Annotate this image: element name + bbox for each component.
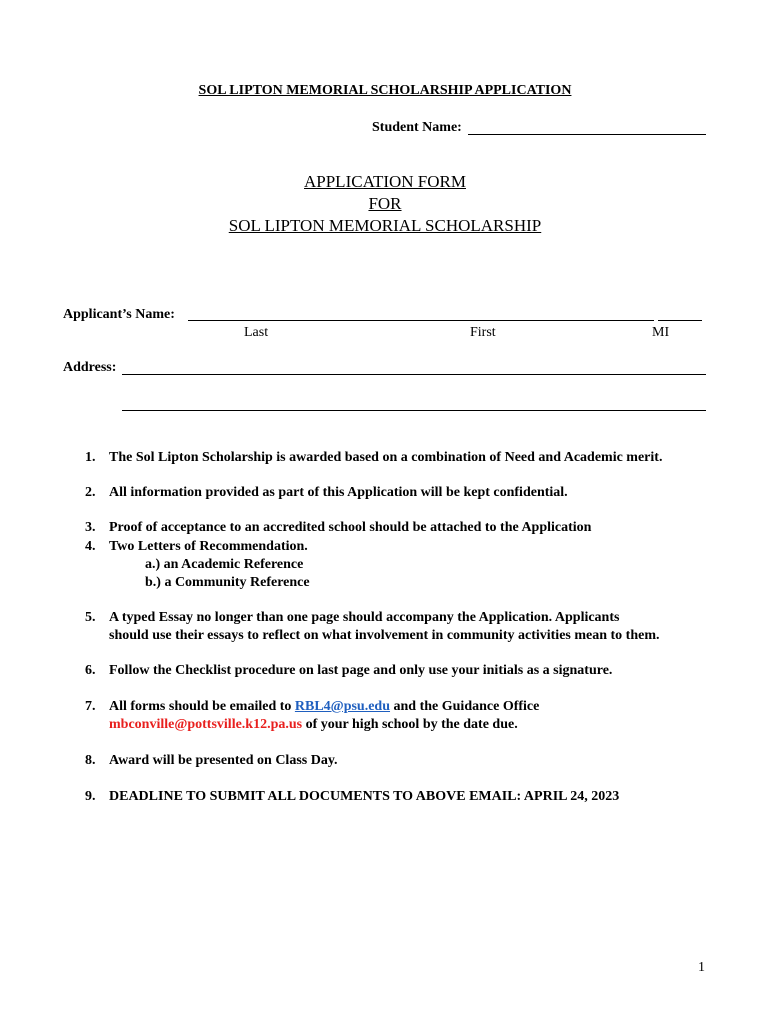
email-link-rbl4[interactable]: RBL4@psu.edu bbox=[294, 699, 391, 714]
item-number: 9. bbox=[85, 789, 96, 804]
list-item bbox=[85, 450, 662, 466]
item-text: Award will be presented on Class Day. bbox=[109, 753, 338, 768]
item-number: 1. bbox=[85, 450, 96, 465]
subitem-academic-reference: a.) an Academic Reference bbox=[145, 557, 304, 572]
item-number: 6. bbox=[85, 663, 96, 678]
applicant-name-field[interactable] bbox=[188, 320, 654, 321]
address-label: Address: bbox=[63, 360, 117, 375]
last-name-caption: Last bbox=[244, 325, 269, 340]
item-text: Proof of acceptance to an accredited school should be attached to the Application bbox=[109, 520, 592, 535]
item-text: and the Guidance Office bbox=[390, 699, 540, 714]
item-number: 2. bbox=[85, 485, 96, 500]
form-title-line3: SOL LIPTON MEMORIAL SCHOLARSHIP bbox=[228, 216, 542, 235]
list-item bbox=[85, 485, 568, 501]
middle-initial-caption: MI bbox=[652, 325, 670, 340]
item-text: All information provided as part of this Application will be kept confidential. bbox=[109, 485, 568, 500]
item-number: 4. bbox=[85, 539, 96, 554]
item-text: The Sol Lipton Scholarship is awarded based on a combination of Need and Academic merit. bbox=[109, 450, 663, 465]
address-field-line1[interactable] bbox=[122, 374, 706, 375]
list-item bbox=[85, 789, 619, 805]
item-text-continued bbox=[109, 717, 518, 733]
list-item bbox=[85, 520, 591, 536]
list-item bbox=[85, 753, 338, 769]
item-number: 8. bbox=[85, 753, 96, 768]
address-field-line2[interactable] bbox=[122, 410, 706, 411]
page-number: 1 bbox=[698, 960, 705, 975]
item-text: Two Letters of Recommendation. bbox=[109, 539, 308, 554]
item-text: of your high school by the date due. bbox=[302, 717, 518, 732]
item-text: DEADLINE TO SUBMIT ALL DOCUMENTS TO ABOVE EMAIL: APRIL 24, 2023 bbox=[109, 789, 620, 804]
form-title-line2: FOR bbox=[368, 194, 402, 213]
header-title: SOL LIPTON MEMORIAL SCHOLARSHIP APPLICATION bbox=[198, 83, 572, 98]
item-text: All forms should be emailed to bbox=[109, 699, 295, 714]
applicant-mi-field[interactable] bbox=[658, 320, 702, 321]
form-title-line1: APPLICATION FORM bbox=[304, 172, 466, 191]
item-text: Follow the Checklist procedure on last page and only use your initials as a signature. bbox=[109, 663, 613, 678]
list-item bbox=[85, 663, 612, 679]
student-name-label: Student Name: bbox=[372, 120, 462, 135]
item-text-continued: should use their essays to reflect on what involvement in community activities mean to them. bbox=[109, 628, 660, 643]
first-name-caption: First bbox=[470, 325, 496, 340]
applicant-name-label: Applicant’s Name: bbox=[63, 307, 175, 322]
list-item bbox=[85, 539, 308, 555]
student-name-field[interactable] bbox=[468, 134, 706, 135]
item-text: A typed Essay no longer than one page should accompany the Application. Applicants bbox=[109, 610, 620, 625]
list-item bbox=[85, 699, 539, 715]
subitem-community-reference: b.) a Community Reference bbox=[145, 575, 310, 590]
item-number: 7. bbox=[85, 699, 96, 714]
item-number: 3. bbox=[85, 520, 96, 535]
list-item bbox=[85, 610, 619, 626]
item-number: 5. bbox=[85, 610, 96, 625]
email-link-guidance[interactable]: mbconville@pottsville.k12.pa.us bbox=[109, 717, 303, 732]
